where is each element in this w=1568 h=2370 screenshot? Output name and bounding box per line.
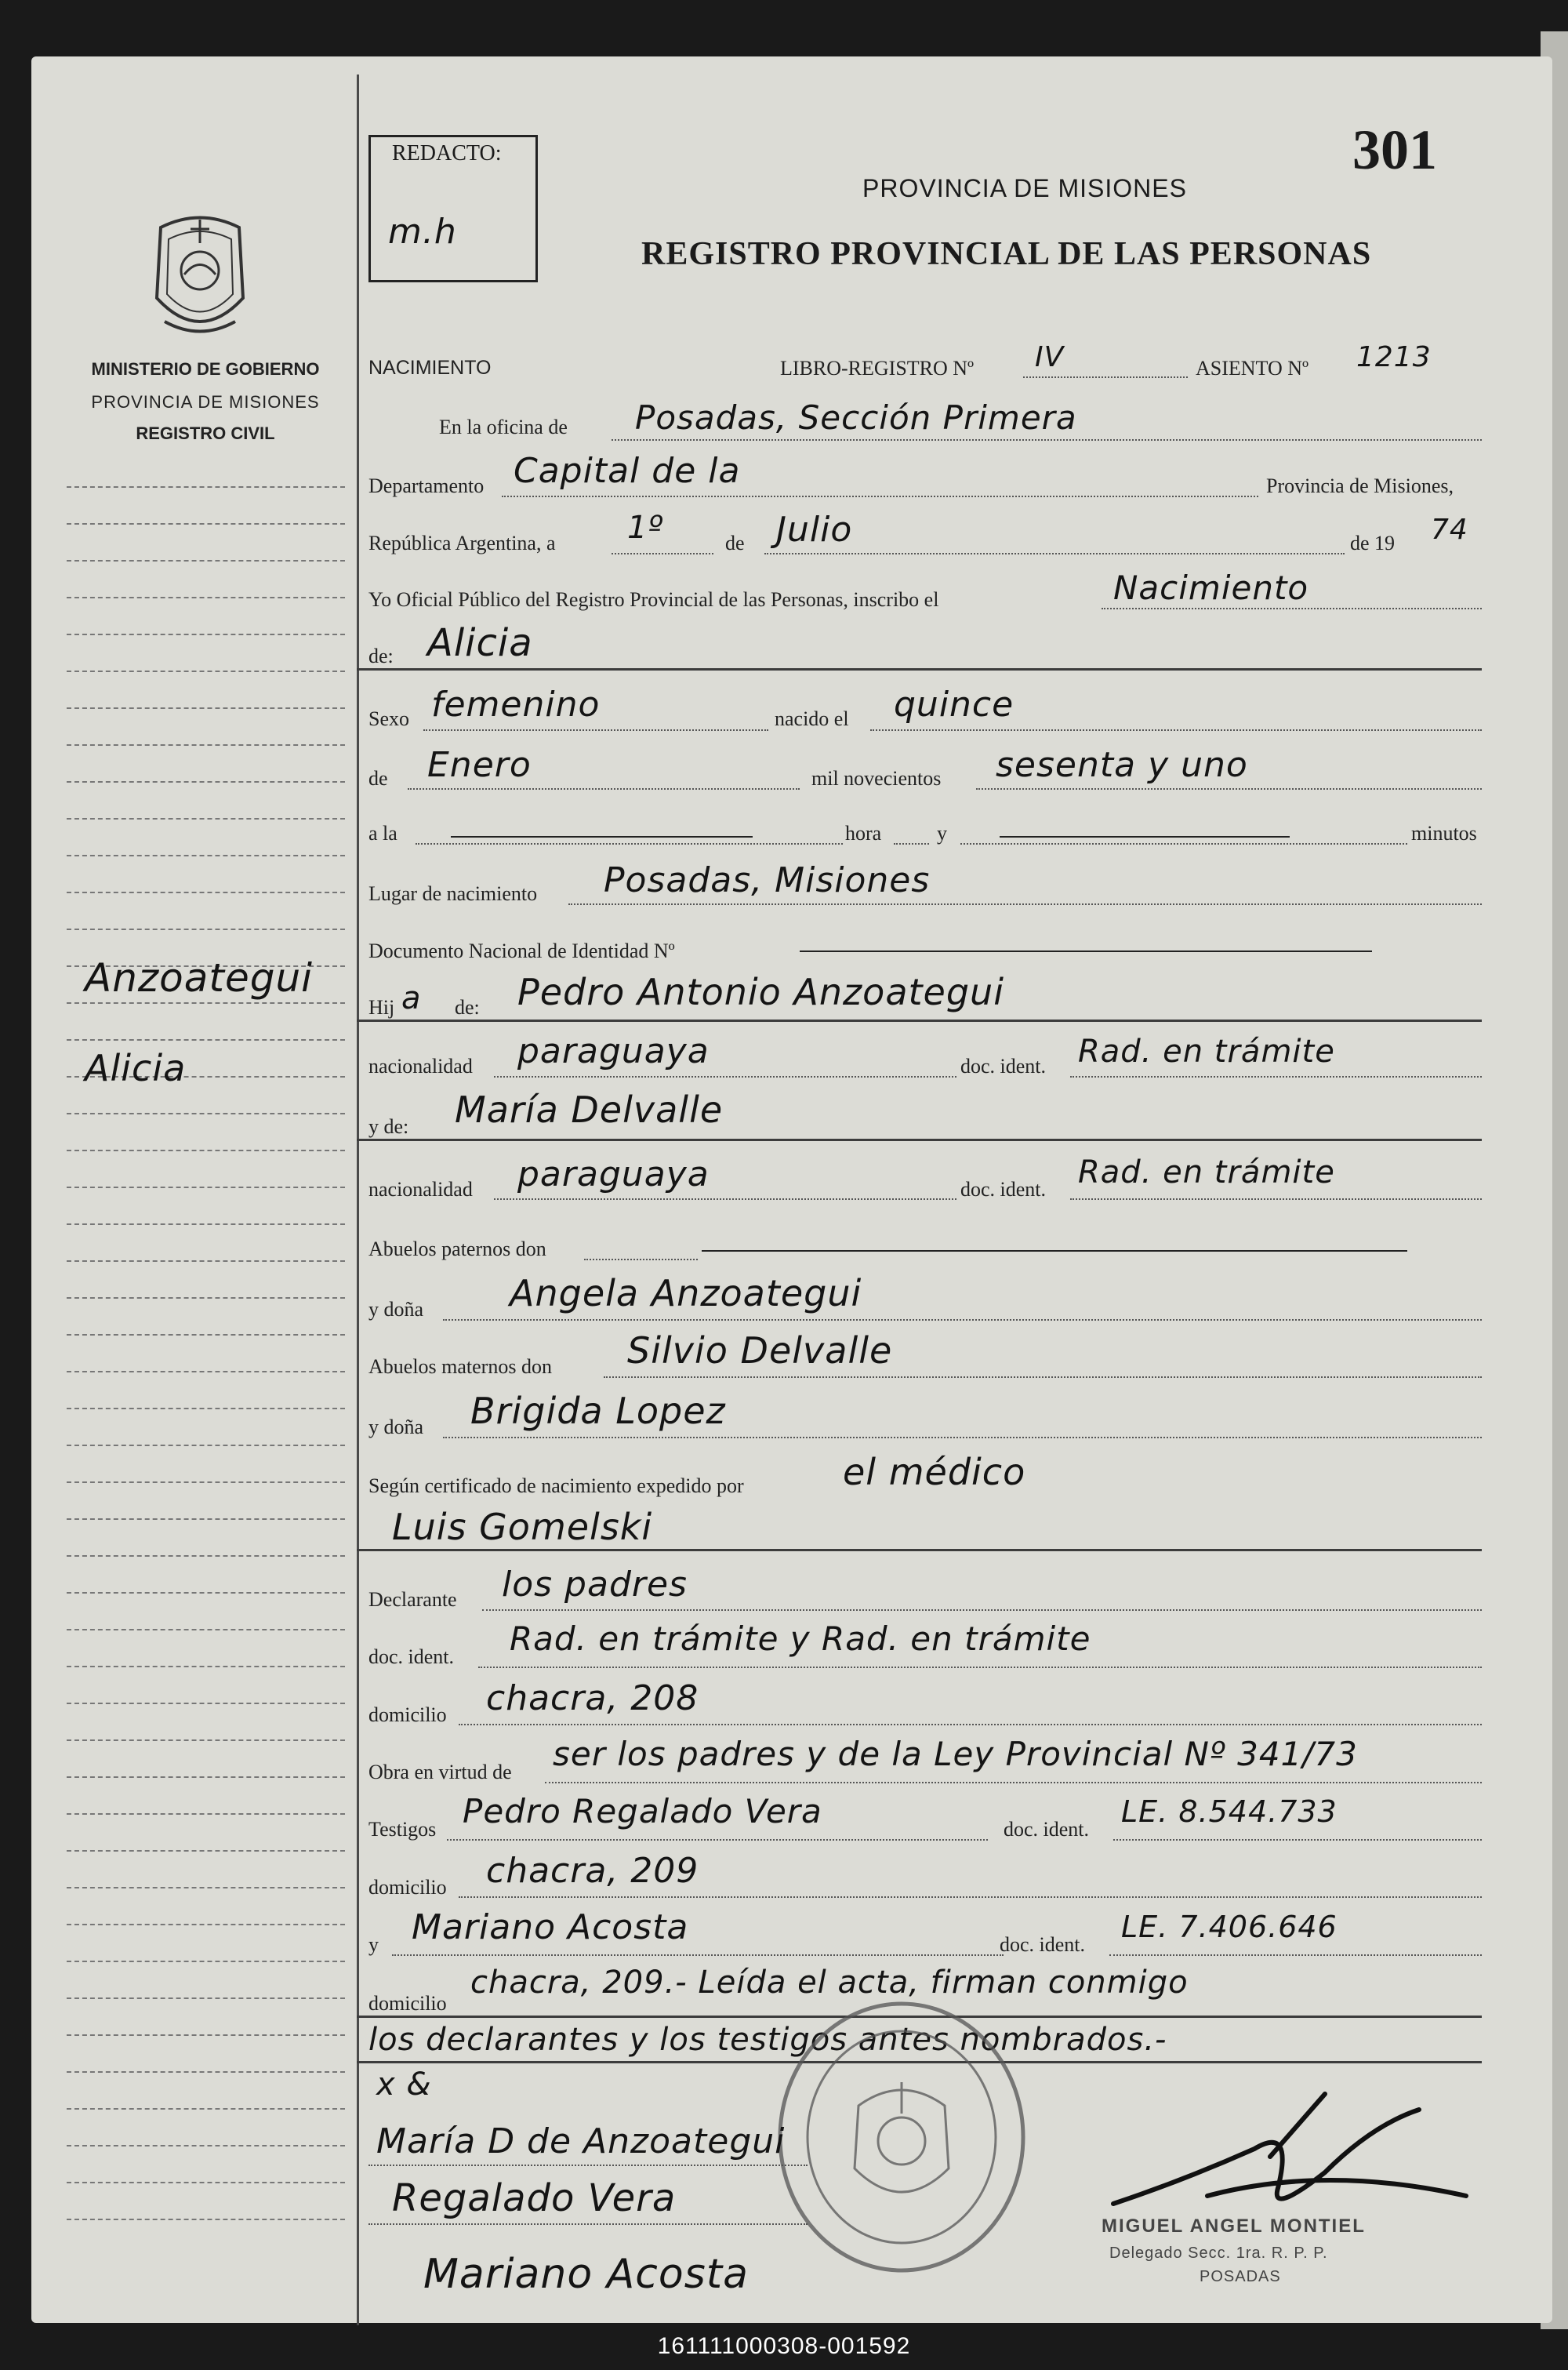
margin-rule-line (67, 818, 345, 820)
y2-label: y (368, 1933, 379, 1956)
margin-rule-line (67, 1481, 345, 1483)
domicilio-value: chacra, 208 (486, 1678, 699, 1718)
ydona-label: y doña (368, 1298, 424, 1321)
margin-rule-line (67, 781, 345, 783)
obra-value: ser los padres y de la Ley Provincial Nº 341/73 (553, 1735, 1358, 1773)
official-title: Delegado Secc. 1ra. R. P. P. (1109, 2245, 1328, 2262)
nac-padre-label: nacionalidad (368, 1055, 473, 1078)
departamento-label: Departamento (368, 474, 485, 497)
mes-nac-value: Enero (427, 745, 532, 785)
ab-pat-dona-value: Angela Anzoategui (510, 1272, 862, 1314)
nombre-label: de: (368, 645, 394, 667)
testigo2-doc: LE. 7.406.646 (1121, 1910, 1338, 1944)
testigo2-dom: chacra, 209.- Leída el acta, firman conmigo (470, 1965, 1189, 2001)
margin-rule-line (67, 1371, 345, 1372)
official-signature-icon (1090, 2078, 1482, 2227)
margin-rule-line (67, 560, 345, 562)
doc-decl-label: doc. ident. (368, 1645, 455, 1668)
ab-mat-dona-value: Brigida Lopez (470, 1390, 726, 1432)
margin-rule-line (67, 1629, 345, 1630)
sexo-label: Sexo (368, 707, 409, 730)
mes-value: Julio (776, 510, 853, 550)
nacido-label: nacido el (775, 707, 849, 730)
margin-rule-line (67, 1113, 345, 1114)
ministry-line3: REGISTRO CIVIL (136, 423, 275, 443)
sexo-value: femenino (431, 685, 601, 725)
redacto-initials: m.h (388, 212, 457, 252)
oficina-value: Posadas, Sección Primera (635, 398, 1077, 437)
doc-decl-value: Rad. en trámite y Rad. en trámite (510, 1619, 1091, 1658)
official-name: MIGUEL ANGEL MONTIEL (1102, 2216, 1366, 2237)
testigo1-value: Pedro Regalado Vera (463, 1792, 822, 1830)
cert-value2: Luis Gomelski (392, 1506, 653, 1548)
margin-rule-line (67, 1666, 345, 1667)
signature-2: Regalado Vera (392, 2176, 677, 2220)
margin-rule-line (67, 1002, 345, 1004)
record-type-label: NACIMIENTO (368, 357, 492, 379)
mil-label: mil novecientos (811, 767, 942, 790)
image-id-footer: 161111000308-001592 (657, 2333, 911, 2359)
signature-1: María D de Anzoategui (376, 2121, 786, 2161)
republica-label: República Argentina, a (368, 532, 556, 554)
margin-rule-line (67, 1850, 345, 1852)
testigo1-doc: LE. 8.544.733 (1121, 1794, 1338, 1829)
declarante-value: los padres (502, 1565, 688, 1605)
margin-rule-line (67, 634, 345, 635)
margin-rule-line (67, 744, 345, 746)
margin-rule-line (67, 2182, 345, 2183)
coat-of-arms-icon (145, 212, 255, 341)
nacido-value: quince (894, 685, 1014, 725)
margin-surname: Anzoategui (85, 955, 314, 1001)
anio-value: 74 (1431, 514, 1468, 546)
ala-label: a la (368, 822, 397, 845)
de2-label: de (368, 767, 388, 790)
provincia-label: Provincia de Misiones, (1266, 474, 1454, 497)
domicilio-label: domicilio (368, 1703, 447, 1726)
departamento-value: Capital de la (514, 451, 741, 491)
margin-rule-line (67, 1739, 345, 1741)
folio-number: 301 (1352, 118, 1437, 181)
testigo2-dom-label: domicilio (368, 1992, 447, 2015)
cert-value: el médico (843, 1451, 1026, 1493)
y-label: y (937, 822, 947, 845)
doc-madre-label: doc. ident. (960, 1178, 1047, 1201)
margin-rule-line (67, 1813, 345, 1815)
margin-rule-line (67, 1150, 345, 1151)
official-city: POSADAS (1200, 2268, 1281, 2285)
de19-label: de 19 (1350, 532, 1396, 554)
margin-rule-line (67, 2145, 345, 2146)
obra-label: Obra en virtud de (368, 1761, 512, 1783)
margin-rule-line (67, 1518, 345, 1520)
closing-line: los declarantes y los testigos antes nombrados.- (368, 2022, 1167, 2058)
lugar-value: Posadas, Misiones (604, 860, 931, 900)
margin-given-name: Alicia (85, 1047, 187, 1089)
margin-rule-line (67, 1039, 345, 1041)
doc-padre-label: doc. ident. (960, 1055, 1047, 1078)
hija-label: Hij (368, 996, 395, 1019)
ydona2-label: y doña (368, 1416, 424, 1438)
testigo1-doc-label: doc. ident. (1004, 1818, 1090, 1841)
de-label: de (725, 532, 745, 554)
margin-rule-line (67, 1997, 345, 1999)
doc-padre-value: Rad. en trámite (1078, 1034, 1335, 1070)
asiento-label: ASIENTO Nº (1196, 357, 1309, 380)
ab-mat-label: Abuelos maternos don (368, 1355, 552, 1378)
testigo1-dom: chacra, 209 (486, 1851, 699, 1891)
ab-mat-don-value: Silvio Delvalle (627, 1329, 893, 1372)
margin-rule-line (67, 523, 345, 525)
hija-suffix: a (401, 980, 422, 1016)
margin-rule-line (67, 486, 345, 488)
margin-rule-line (67, 1408, 345, 1409)
doc-madre-value: Rad. en trámite (1078, 1154, 1335, 1190)
nombre-value: Alicia (427, 621, 533, 665)
redacto-label: REDACTO: (392, 141, 502, 165)
nac-madre-value: paraguaya (517, 1154, 710, 1194)
dia-value: 1º (627, 510, 664, 546)
margin-rule-line (67, 707, 345, 709)
margin-rule-line (67, 671, 345, 672)
testigos-label: Testigos (368, 1818, 437, 1841)
margin-rule-line (67, 1961, 345, 1962)
margin-rule-line (67, 855, 345, 856)
signature-3: Mariano Acosta (423, 2251, 750, 2298)
margin-rule-line (67, 1260, 345, 1262)
margin-rule (357, 75, 359, 2325)
margin-rule-line (67, 2219, 345, 2220)
lugar-label: Lugar de nacimiento (368, 882, 538, 905)
margin-rule-line (67, 2071, 345, 2073)
ministry-line2: PROVINCIA DE MISIONES (91, 392, 320, 412)
margin-rule-line (67, 1592, 345, 1594)
nac-madre-label: nacionalidad (368, 1178, 473, 1201)
margin-rule-line (67, 2034, 345, 2036)
testigo2-doc-label: doc. ident. (1000, 1933, 1086, 1956)
testigo2-value: Mariano Acosta (412, 1907, 689, 1947)
libro-label: LIBRO-REGISTRO Nº (780, 357, 975, 380)
ministry-line1: MINISTERIO DE GOBIERNO (91, 359, 320, 379)
margin-rule-line (67, 892, 345, 893)
oficial-value: Nacimiento (1113, 569, 1309, 607)
oficina-label: En la oficina de (439, 416, 568, 438)
margin-rule-line (67, 1924, 345, 1925)
libro-value: IV (1035, 341, 1065, 373)
official-stamp-icon (772, 1996, 1031, 2278)
signature-initials: x & (376, 2066, 432, 2103)
margin-rule-line (67, 1187, 345, 1188)
margin-rule-line (67, 1887, 345, 1888)
cert-label: Según certificado de nacimiento expedido por (368, 1474, 744, 1497)
margin-rule-line (67, 2108, 345, 2110)
oficial-label: Yo Oficial Público del Registro Provincial de las Personas, inscribo el (368, 588, 939, 611)
madre-value: María Delvalle (455, 1089, 724, 1131)
declarante-label: Declarante (368, 1588, 457, 1611)
margin-rule-line (67, 1555, 345, 1557)
margin-rule-line (67, 1297, 345, 1299)
hora-label: hora (845, 822, 882, 845)
margin-rule-line (67, 1776, 345, 1778)
margin-rule-line (67, 1445, 345, 1446)
hija-de-label: de: (455, 996, 480, 1019)
province-heading: PROVINCIA DE MISIONES (862, 174, 1187, 202)
testigo1-dom-label: domicilio (368, 1876, 447, 1899)
margin-rule-line (67, 1703, 345, 1704)
margin-rule-line (67, 597, 345, 598)
margin-rule-line (67, 929, 345, 930)
padre-value: Pedro Antonio Anzoategui (517, 971, 1004, 1013)
registry-heading: REGISTRO PROVINCIAL DE LAS PERSONAS (641, 236, 1372, 272)
margin-rule-line (67, 1334, 345, 1336)
yde-label: y de: (368, 1115, 409, 1138)
asiento-value: 1213 (1356, 341, 1432, 373)
nac-padre-value: paraguaya (517, 1031, 710, 1071)
anio-nac-value: sesenta y uno (996, 745, 1248, 785)
dni-label: Documento Nacional de Identidad Nº (368, 940, 675, 962)
minutos-label: minutos (1411, 822, 1477, 845)
ab-pat-label: Abuelos paternos don (368, 1238, 546, 1260)
margin-rule-line (67, 1223, 345, 1225)
